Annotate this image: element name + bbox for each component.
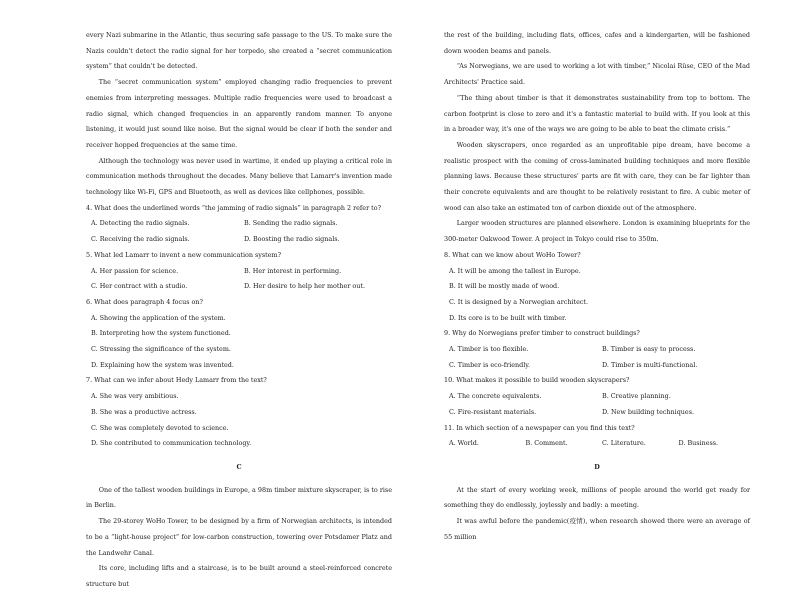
- question-10: [444, 373, 750, 420]
- option-d: D. Her desire to help her mother out.: [244, 282, 365, 291]
- option-a: A. She was very ambitious.: [91, 392, 179, 401]
- paragraph-quote-timber: “The thing about timber is that it demonstrates sustainability from top to bottom. The carbon footprint is close to zero and it's a fantastic material to build with. If you look at this in a broader way, it's one of the ways we are going to be able to beat the climate crisis.”: [444, 93, 750, 134]
- question-5: [86, 248, 392, 295]
- question-7: [86, 373, 392, 452]
- option-b: B. Interpreting how the system functioned.: [91, 329, 231, 338]
- option-a: A. The concrete equivalents.: [449, 392, 542, 401]
- option-a: A. Showing the application of the system.: [91, 313, 226, 322]
- question-8: [444, 248, 750, 327]
- paragraph-technology-legacy: Although the technology was never used in wartime, it ended up playing a critical role in communication methods throughout the decades. Many believe that Lamarr's invention made technology like Wi-Fi, GPS and Bluetooth, as well as devices like cellphones, possible.: [86, 156, 392, 197]
- option-d: D. Boosting the radio signals.: [244, 235, 340, 244]
- option-c: C. Timber is eco-friendly.: [449, 360, 531, 369]
- question-stem: 11. In which section of a newspaper can you find this text?: [444, 423, 635, 432]
- option-a: A. Detecting the radio signals.: [91, 219, 190, 228]
- question-4: [86, 201, 392, 248]
- question-stem: 5. What led Lamarr to invent a new communication system?: [86, 250, 282, 259]
- paragraph-d1: At the start of every working week, millions of people around the world get ready for something they do endlessly, joylessly and badly: a meeting.: [444, 485, 750, 510]
- paragraph-secret-system: The “secret communication system” employed changing radio frequencies to prevent enemies from interpreting messages. Multiple radio frequencies were used to broadcast a radio signal, which changed frequencies in an apparently random manner. To anyone listening, it would just sound like noise. But the signal would be clear if both the sender and receiver hopped frequencies at the same time.: [86, 78, 392, 149]
- option-b: B. Timber is easy to process.: [602, 345, 696, 354]
- question-stem: 6. What does paragraph 4 focus on?: [86, 297, 203, 306]
- paragraph-wooden-skyscrapers: Wooden skyscrapers, once regarded as an unprofitable pipe dream, have become a realistic prospect with the coming of cross-laminated building techniques and more flexible planning laws. Because these structures' parts are fit with care, they can be far lighter than their concrete equivalents and are thought to be relatively resistant to fire. A cubic meter of wood can also take an estimated ton of carbon dioxide out of the atmosphere.: [444, 140, 750, 212]
- option-a: A. Her passion for science.: [91, 266, 179, 275]
- section-heading-c: C: [236, 462, 242, 471]
- option-c: C. Receiving the radio signals.: [91, 235, 190, 244]
- paragraph-c2: The 29-storey WoHo Tower, to be designed by a firm of Norwegian architects, is intended to be a “light-house project” for low-carbon construction, towering over Potsdamer Platz and the Landwehr Canal.: [86, 517, 392, 557]
- option-d: D. Explaining how the system was invented.: [91, 360, 234, 369]
- option-d: D. New building techniques.: [602, 407, 695, 416]
- question-6: [86, 295, 392, 374]
- question-9: [444, 326, 750, 373]
- right-column: [444, 28, 750, 546]
- option-a: A. It will be among the tallest in Europe.: [449, 266, 581, 275]
- question-stem: 9. Why do Norwegians prefer timber to construct buildings?: [444, 329, 640, 338]
- option-d: D. Business.: [678, 439, 719, 448]
- question-stem: 10. What makes it possible to build wooden skyscrapers?: [444, 376, 630, 385]
- question-11: [444, 421, 750, 452]
- paragraph-quote-rise: “As Norwegians, we are used to working a lot with timber,” Nicolai Rüse, CEO of the Mad Architects' Practice said.: [444, 62, 750, 87]
- option-b: B. Creative planning.: [602, 392, 671, 401]
- option-d: D. She contributed to communication technology.: [91, 439, 252, 448]
- section-heading-d: D: [594, 462, 600, 471]
- option-b: B. Comment.: [525, 439, 568, 448]
- option-c: C. Her contract with a studio.: [91, 282, 188, 291]
- question-stem: 7. What can we infer about Hedy Lamarr from the text?: [86, 376, 267, 385]
- option-c: C. It is designed by a Norwegian architect.: [449, 297, 589, 306]
- paragraph-d2: It was awful before the pandemic(疫情), when research showed there were an average of 55 million: [444, 517, 750, 541]
- option-a: A. World.: [449, 439, 479, 448]
- paragraph-intro: every Nazi submarine in the Atlantic, thus securing safe passage to the US. To make sure the Nazis couldn't detect the radio signal for her torpedo, she created a “secret communication system” that couldn't be detected.: [86, 31, 392, 71]
- option-d: D. Its core is to be built with timber.: [449, 313, 567, 322]
- option-c: C. Fire-resistant materials.: [449, 407, 537, 416]
- paragraph-larger-structures: Larger wooden structures are planned elsewhere. London is examining blueprints for the 300-meter Oakwood Tower. A project in Tokyo could rise to 350m.: [444, 219, 750, 244]
- option-b: B. She was a productive actress.: [91, 407, 197, 416]
- option-a: A. Timber is too flexible.: [449, 345, 529, 354]
- option-c: C. She was completely devoted to science.: [91, 423, 229, 432]
- option-c: C. Stressing the significance of the system.: [91, 345, 231, 354]
- left-column: [86, 28, 392, 593]
- option-b: B. Her interest in performing.: [244, 266, 342, 275]
- paragraph-c1: One of the tallest wooden buildings in Europe, a 98m timber mixture skyscraper, is to rise in Berlin.: [86, 485, 392, 510]
- option-b: B. It will be mostly made of wood.: [449, 282, 560, 291]
- paragraph-continued: the rest of the building, including flats, offices, cafes and a kindergarten, will be fashioned down wooden beams and panels.: [444, 31, 750, 55]
- option-d: D. Timber is multi-functional.: [602, 360, 698, 369]
- option-b: B. Sending the radio signals.: [244, 219, 338, 228]
- question-stem: 4. What does the underlined words “the jamming of radio signals” in paragraph 2 refer to?: [86, 203, 381, 212]
- paragraph-c3: Its core, including lifts and a staircase, is to be built around a steel-reinforced concrete structure but: [86, 564, 392, 588]
- option-c: C. Literature.: [602, 439, 646, 448]
- question-stem: 8. What can we know about WoHo Tower?: [444, 250, 581, 259]
